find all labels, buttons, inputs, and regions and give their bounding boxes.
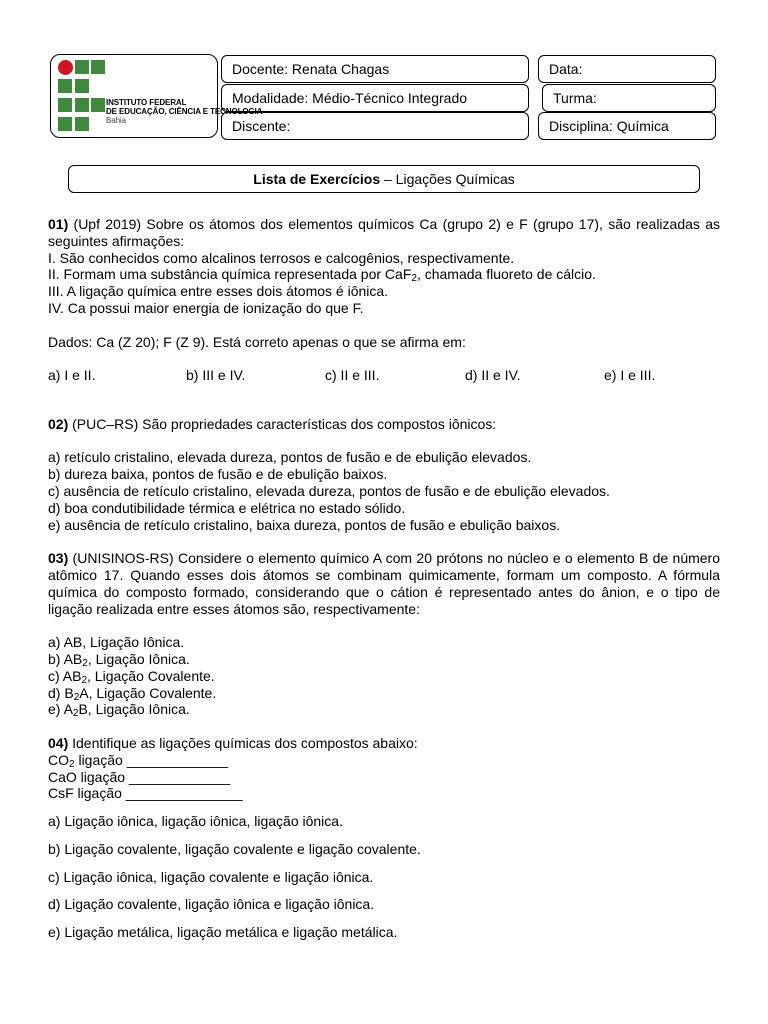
statement: II. Formam uma substância química representada por CaF$_2$, chamada fluoreto de cálcio.: [48, 266, 596, 285]
option: d) boa condutibilidade térmica e elétrica no estado sólido.: [48, 499, 406, 516]
compound-line: CsF ligação _______________: [48, 785, 243, 802]
option: c) Ligação iônica, ligação covalente e ligação iônica.: [48, 868, 374, 885]
logo-square: [58, 98, 72, 112]
question-4-intro: 04) Identifique as ligações químicas dos compostos abaixo:: [48, 734, 418, 751]
institute-name: INSTITUTO FEDERAL DE EDUCAÇÃO, CIÊNCIA E TECNOLOGIA Bahia: [106, 98, 263, 125]
compound-line: $CO_2$ ligação _____________: [48, 751, 228, 770]
option: e) Ligação metálica, ligação metálica e ligação metálica.: [48, 924, 398, 941]
statement: III. A ligação química entre esses dois átomos é iônica.: [48, 283, 389, 300]
option: c) ausência de retículo cristalino, elevada dureza, pontos de fusão e de ebulição elevados.: [48, 482, 610, 499]
logo-square: [75, 117, 89, 131]
option: a) retículo cristalino, elevada dureza, pontos de fusão e de ebulição elevados.: [48, 449, 532, 466]
logo-square: [91, 98, 105, 112]
page-title: Lista de Exercícios – Ligações Químicas: [68, 165, 700, 193]
question-2-intro: 02) (PUC–RS) São propriedades características dos compostos iônicos:: [48, 415, 497, 432]
logo-square: [75, 98, 89, 112]
option: c) $AB_2$, Ligação Covalente.: [48, 667, 215, 686]
option: d) II e IV.: [465, 367, 521, 384]
exercise-list: [48, 216, 720, 941]
question-1-options: [48, 367, 720, 384]
logo-red-dot: [58, 60, 73, 75]
question-1-data: Dados: Ca (Z 20); F (Z 9). Está correto apenas o que se afirma em:: [48, 333, 466, 350]
option: a) AB, Ligação Iônica.: [48, 634, 185, 651]
option: b) III e IV.: [186, 367, 246, 384]
compound-line: CaO ligação _____________: [48, 768, 231, 785]
institution-logo: [50, 54, 218, 138]
option: d) Ligação covalente, ligação iônica e ligação iônica.: [48, 896, 375, 913]
logo-square: [91, 60, 105, 74]
docente-field: Docente: Renata Chagas: [221, 55, 529, 83]
question-3-intro: 03) (UNISINOS-RS) Considere o elemento químico A com 20 prótons no núcleo e o elemento B de número atômico 17. Quando esses dois átomos se combinam quimicamente, formam um composto. A fórmula química do composto formado, considerando que o cátion é representado antes do ânion, e o tipo de ligação realizada entre esses átomos são, respectivamente:: [48, 550, 720, 617]
turma-field: Turma:: [542, 84, 716, 112]
option: c) II e III.: [325, 367, 380, 384]
option: e) $A_2B$, Ligação Iônica.: [48, 701, 190, 720]
discente-field: Discente:: [221, 112, 529, 140]
statement: IV. Ca possui maior energia de ionização do que F.: [48, 299, 364, 316]
option: e) ausência de retículo cristalino, baixa dureza, pontos de fusão e ebulição baixos.: [48, 516, 561, 533]
logo-square: [75, 60, 89, 74]
option: d) $B_2A$, Ligação Covalente.: [48, 684, 217, 703]
statement: I. São conhecidos como alcalinos terrosos e calcogênios, respectivamente.: [48, 249, 515, 266]
option: b) $AB_2$, Ligação Iônica.: [48, 650, 190, 669]
data-field: Data:: [538, 55, 716, 83]
logo-square: [75, 79, 89, 93]
logo-square: [58, 117, 72, 131]
option: b) Ligação covalente, ligação covalente e ligação covalente.: [48, 840, 421, 857]
option: b) dureza baixa, pontos de fusão e de ebulição baixos.: [48, 466, 388, 483]
option: a) I e II.: [48, 367, 96, 384]
question-1-intro: 01) (Upf 2019) Sobre os átomos dos elementos químicos Ca (grupo 2) e F (grupo 17), são realizadas as seguintes afirmações:: [48, 216, 720, 249]
modalidade-field: Modalidade: Médio-Técnico Integrado: [221, 84, 529, 112]
disciplina-field: Disciplina: Química: [538, 112, 716, 140]
logo-square: [58, 79, 72, 93]
option: e) I e III.: [604, 367, 656, 384]
option: a) Ligação iônica, ligação iônica, ligação iônica.: [48, 813, 343, 830]
